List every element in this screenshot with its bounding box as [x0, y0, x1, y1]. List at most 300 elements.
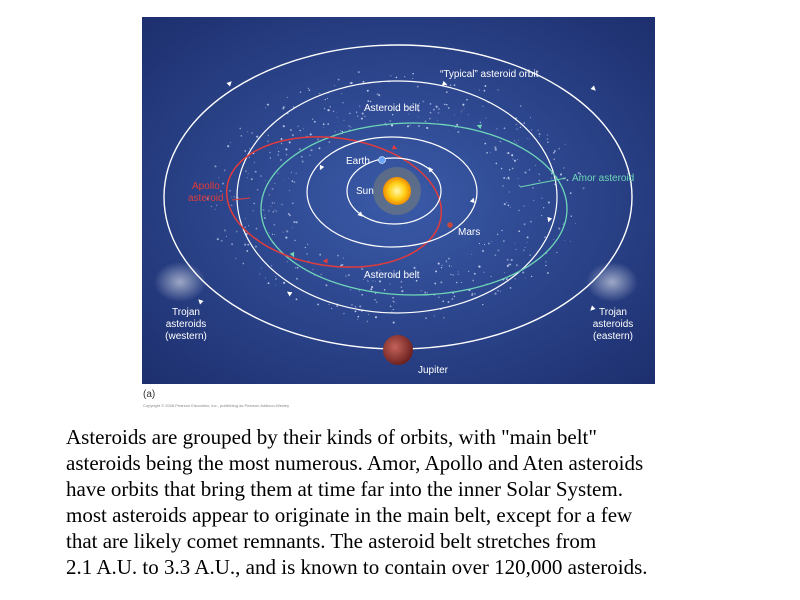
asteroid-dot	[563, 224, 564, 225]
asteroid-dot	[324, 108, 326, 110]
asteroid-dot	[448, 301, 450, 303]
asteroid-dot	[300, 91, 302, 93]
asteroid-dot	[554, 184, 555, 185]
asteroid-dot	[333, 111, 334, 112]
asteroid-dot	[519, 185, 521, 187]
asteroid-dot	[293, 181, 295, 183]
asteroid-dot	[327, 98, 328, 99]
asteroid-dot	[547, 138, 549, 140]
asteroid-dot	[554, 152, 555, 153]
asteroid-dot	[560, 173, 562, 175]
asteroid-dot	[314, 121, 316, 123]
asteroid-dot	[342, 102, 343, 103]
asteroid-dot	[245, 171, 246, 172]
asteroid-dot	[325, 99, 327, 101]
asteroid-dot	[300, 130, 301, 131]
asteroid-dot	[556, 252, 557, 253]
asteroid-dot	[278, 151, 279, 152]
asteroid-dot	[427, 292, 428, 293]
asteroid-dot	[435, 270, 437, 272]
asteroid-dot	[430, 112, 432, 114]
asteroid-dot	[524, 172, 526, 174]
asteroid-dot	[323, 127, 324, 128]
asteroid-dot	[319, 254, 321, 256]
asteroid-dot	[429, 118, 431, 120]
asteroid-dot	[378, 94, 380, 96]
asteroid-dot	[471, 254, 472, 255]
asteroid-dot	[426, 127, 428, 129]
asteroid-dot	[370, 288, 372, 290]
asteroid-dot	[440, 281, 442, 283]
asteroid-dot	[539, 174, 540, 175]
asteroid-dot	[284, 180, 285, 181]
asteroid-dot	[539, 136, 540, 137]
asteroid-dot	[529, 254, 530, 255]
asteroid-dot	[501, 230, 502, 231]
asteroid-dot	[362, 81, 364, 83]
asteroid-dot	[497, 249, 499, 251]
asteroid-dot	[348, 274, 350, 276]
asteroid-dot	[548, 201, 550, 203]
asteroid-dot	[501, 168, 503, 170]
asteroid-dot	[450, 84, 451, 85]
asteroid-dot	[251, 178, 253, 180]
asteroid-dot	[441, 267, 442, 268]
asteroid-dot	[297, 267, 299, 269]
asteroid-dot	[527, 138, 528, 139]
asteroid-dot	[254, 162, 255, 163]
asteroid-dot	[565, 144, 566, 145]
asteroid-dot	[247, 131, 248, 132]
asteroid-dot	[248, 225, 249, 226]
asteroid-dot	[494, 146, 496, 148]
asteroid-dot	[494, 254, 496, 256]
asteroid-dot	[292, 180, 294, 182]
apollo-label-line2: asteroid	[188, 193, 224, 204]
asteroid-dot	[504, 272, 505, 273]
asteroid-dot	[525, 247, 526, 248]
asteroid-dot	[456, 282, 458, 284]
asteroid-dot	[280, 159, 282, 161]
asteroid-dot	[268, 135, 270, 137]
asteroid-dot	[246, 250, 248, 252]
asteroid-dot	[296, 173, 297, 174]
caption-line: have orbits that bring them at time far into the inner Solar System.	[66, 477, 623, 501]
asteroid-dot	[293, 221, 295, 223]
asteroid-dot	[482, 250, 484, 252]
asteroid-dot	[351, 127, 352, 128]
asteroid-dot	[509, 263, 511, 265]
asteroid-dot	[479, 243, 480, 244]
asteroid-dot	[251, 132, 253, 134]
asteroid-dot	[516, 264, 518, 266]
asteroid-dot	[340, 130, 341, 131]
asteroid-dot	[570, 192, 572, 194]
asteroid-dot	[265, 180, 266, 181]
asteroid-dot	[437, 120, 438, 121]
asteroid-dot	[446, 104, 447, 105]
asteroid-dot	[256, 228, 258, 230]
mars	[447, 222, 453, 228]
asteroid-dot	[516, 124, 517, 125]
asteroid-dot	[524, 223, 526, 225]
asteroid-dot	[558, 227, 560, 229]
asteroid-dot	[394, 302, 395, 303]
asteroid-dot	[458, 274, 459, 275]
asteroid-dot	[454, 84, 456, 86]
asteroid-dot	[283, 282, 285, 284]
asteroid-dot	[343, 258, 344, 259]
asteroid-dot	[239, 128, 241, 130]
asteroid-dot	[401, 286, 402, 287]
asteroid-dot	[393, 322, 395, 324]
asteroid-dot	[529, 169, 531, 171]
asteroid-dot	[265, 107, 266, 108]
asteroid-dot	[289, 215, 291, 217]
sun-label: Sun	[356, 186, 374, 197]
asteroid-dot	[506, 178, 507, 179]
asteroid-dot	[511, 154, 513, 156]
asteroid-dot	[571, 216, 572, 217]
asteroid-dot	[443, 317, 445, 319]
asteroid-dot	[523, 249, 524, 250]
asteroid-dot	[242, 263, 244, 265]
asteroid-dot	[412, 78, 413, 79]
asteroid-dot	[285, 148, 287, 150]
asteroid-dot	[434, 283, 436, 285]
asteroid-dot	[299, 148, 301, 150]
asteroid-dot	[497, 234, 498, 235]
asteroid-dot	[535, 165, 536, 166]
caption-paragraph	[66, 424, 756, 580]
asteroid-dot	[442, 265, 443, 266]
asteroid-dot	[455, 127, 456, 128]
asteroid-dot	[541, 197, 542, 198]
asteroid-dot	[523, 205, 524, 206]
asteroid-dot	[451, 298, 453, 300]
asteroid-dot	[292, 134, 294, 136]
asteroid-dot	[248, 173, 249, 174]
asteroid-dot	[323, 123, 325, 125]
asteroid-dot	[261, 267, 262, 268]
asteroid-dot	[567, 179, 569, 181]
asteroid-dot	[500, 141, 501, 142]
asteroid-dot	[457, 131, 459, 133]
asteroid-dot	[289, 141, 291, 143]
asteroid-dot	[282, 108, 284, 110]
asteroid-dot	[236, 231, 238, 233]
asteroid-dot	[514, 278, 515, 279]
asteroid-dot	[350, 289, 352, 291]
asteroid-dot	[274, 209, 275, 210]
asteroid-dot	[296, 298, 298, 300]
asteroid-dot	[496, 128, 497, 129]
asteroid-dot	[367, 100, 369, 102]
asteroid-dot	[274, 183, 275, 184]
asteroid-dot	[272, 202, 273, 203]
asteroid-dot	[518, 230, 520, 232]
asteroid-dot	[290, 129, 292, 131]
asteroid-dot	[297, 126, 298, 127]
asteroid-dot	[464, 108, 465, 109]
asteroid-dot	[355, 310, 357, 312]
asteroid-dot	[532, 187, 533, 188]
asteroid-dot	[273, 224, 275, 226]
asteroid-dot	[442, 300, 444, 302]
asteroid-dot	[484, 90, 486, 92]
asteroid-dot	[356, 111, 357, 112]
asteroid-dot	[328, 109, 330, 111]
asteroid-dot	[364, 116, 365, 117]
asteroid-dot	[267, 141, 269, 143]
asteroid-dot	[218, 177, 219, 178]
asteroid-orbit-diagram	[142, 17, 655, 384]
asteroid-dot	[287, 261, 288, 262]
asteroid-dot	[424, 292, 426, 294]
asteroid-dot	[484, 143, 486, 145]
asteroid-dot	[275, 278, 277, 280]
asteroid-dot	[361, 118, 363, 120]
asteroid-dot	[231, 204, 233, 206]
asteroid-dot	[390, 283, 391, 284]
asteroid-dot	[306, 253, 308, 255]
asteroid-dot	[244, 227, 246, 229]
asteroid-dot	[575, 223, 576, 224]
asteroid-dot	[249, 157, 250, 158]
asteroid-dot	[371, 286, 373, 288]
asteroid-dot	[255, 171, 257, 173]
asteroid-dot	[390, 306, 392, 308]
asteroid-dot	[214, 165, 216, 167]
asteroid-dot	[296, 278, 298, 280]
asteroid-dot	[410, 125, 411, 126]
asteroid-dot	[530, 117, 531, 118]
asteroid-dot	[330, 106, 331, 107]
asteroid-dot	[274, 234, 275, 235]
asteroid-dot	[507, 259, 509, 261]
asteroid-dot	[351, 82, 353, 84]
asteroid-dot	[351, 304, 353, 306]
asteroid-dot	[357, 318, 358, 319]
asteroid-dot	[253, 203, 254, 204]
asteroid-dot	[273, 211, 274, 212]
asteroid-dot	[425, 121, 427, 123]
asteroid-dot	[366, 321, 368, 323]
asteroid-dot	[286, 154, 288, 156]
asteroid-dot	[468, 271, 469, 272]
asteroid-dot	[446, 261, 447, 262]
asteroid-dot	[274, 202, 275, 203]
asteroid-dot	[271, 265, 272, 266]
asteroid-dot	[512, 168, 514, 170]
asteroid-dot	[482, 106, 483, 107]
sun	[383, 177, 411, 205]
asteroid-dot	[368, 314, 369, 315]
asteroid-dot	[249, 148, 250, 149]
asteroid-dot	[312, 118, 313, 119]
asteroid-dot	[514, 140, 516, 142]
asteroid-dot	[296, 221, 298, 223]
asteroid-dot	[507, 152, 509, 154]
asteroid-dot	[361, 294, 363, 296]
asteroid-dot	[331, 308, 332, 309]
asteroid-dot	[301, 156, 303, 158]
asteroid-dot	[434, 315, 435, 316]
asteroid-dot	[285, 237, 287, 239]
asteroid-dot	[504, 203, 506, 205]
asteroid-dot	[504, 127, 506, 129]
trojan-western-cloud	[154, 262, 206, 302]
asteroid-dot	[570, 241, 571, 242]
asteroid-dot	[462, 110, 463, 111]
asteroid-dot	[508, 177, 510, 179]
asteroid-dot	[400, 281, 402, 283]
asteroid-dot	[357, 116, 358, 117]
trojan-western-line: (western)	[165, 331, 207, 342]
asteroid-dot	[321, 274, 322, 275]
asteroid-dot	[245, 218, 246, 219]
asteroid-dot	[256, 136, 258, 138]
asteroid-dot	[337, 255, 339, 257]
asteroid-dot	[231, 197, 232, 198]
asteroid-dot	[461, 111, 462, 112]
asteroid-dot	[338, 79, 340, 81]
asteroid-dot	[281, 143, 282, 144]
asteroid-dot	[474, 273, 476, 275]
asteroid-dot	[554, 159, 555, 160]
asteroid-dot	[286, 230, 288, 232]
asteroid-dot	[268, 104, 269, 105]
jupiter	[383, 335, 413, 365]
asteroid-dot	[263, 209, 265, 211]
asteroid-dot	[278, 173, 279, 174]
asteroid-dot	[226, 236, 227, 237]
asteroid-dot	[359, 106, 360, 107]
asteroid-dot	[507, 266, 508, 267]
asteroid-dot	[289, 190, 290, 191]
asteroid-dot	[305, 247, 306, 248]
asteroid-dot	[412, 73, 414, 75]
jupiter-label: Jupiter	[418, 365, 449, 376]
asteroid-dot	[522, 272, 524, 274]
asteroid-dot	[516, 249, 517, 250]
asteroid-dot	[268, 282, 270, 284]
asteroid-dot	[401, 290, 403, 292]
asteroid-dot	[466, 99, 468, 101]
trojan-eastern-line: (eastern)	[592, 331, 634, 342]
asteroid-dot	[211, 206, 212, 207]
asteroid-dot	[544, 236, 546, 238]
asteroid-dot	[265, 278, 266, 279]
asteroid-dot	[425, 317, 427, 319]
asteroid-dot	[345, 275, 346, 276]
asteroid-dot	[270, 157, 271, 158]
trojan-eastern-line: asteroids	[592, 319, 634, 330]
asteroid-dot	[222, 183, 224, 185]
asteroid-dot	[337, 117, 338, 118]
asteroid-dot	[216, 205, 217, 206]
asteroid-dot	[520, 105, 522, 107]
asteroid-dot	[342, 131, 344, 133]
asteroid-dot	[480, 122, 481, 123]
asteroid-dot	[308, 88, 309, 89]
amor-label: Amor asteroid	[572, 173, 635, 184]
asteroid-dot	[529, 138, 530, 139]
asteroid-dot	[510, 207, 511, 208]
asteroid-dot	[468, 114, 469, 115]
asteroid-dot	[259, 273, 260, 274]
asteroid-dot	[390, 75, 392, 77]
asteroid-dot	[418, 117, 419, 118]
asteroid-dot	[247, 177, 248, 178]
asteroid-dot	[503, 177, 505, 179]
asteroid-dot	[357, 316, 359, 318]
earth	[379, 157, 386, 164]
asteroid-dot	[436, 106, 438, 108]
asteroid-dot	[512, 158, 513, 159]
asteroid-dot	[444, 104, 446, 106]
asteroid-dot	[448, 258, 450, 260]
asteroid-dot	[456, 124, 458, 126]
asteroid-dot	[317, 303, 319, 305]
asteroid-dot	[510, 287, 512, 289]
asteroid-dot	[527, 236, 529, 238]
asteroid-dot	[227, 145, 229, 147]
asteroid-dot	[384, 289, 386, 291]
asteroid-dot	[328, 304, 329, 305]
asteroid-dot	[485, 86, 486, 87]
asteroid-dot	[479, 89, 480, 90]
asteroid-dot	[295, 267, 297, 269]
asteroid-dot	[292, 202, 294, 204]
asteroid-dot	[490, 276, 491, 277]
asteroid-dot	[438, 112, 440, 114]
asteroid-dot	[417, 86, 419, 88]
asteroid-dot	[407, 125, 409, 127]
asteroid-dot	[392, 114, 393, 115]
asteroid-dot	[343, 313, 344, 314]
asteroid-dot	[224, 229, 226, 231]
asteroid-dot	[404, 76, 405, 77]
asteroid-dot	[518, 178, 519, 179]
asteroid-dot	[500, 291, 501, 292]
asteroid-dot	[563, 167, 564, 168]
asteroid-dot	[391, 124, 393, 126]
asteroid-dot	[327, 123, 329, 125]
asteroid-dot	[547, 134, 549, 136]
asteroid-dot	[413, 267, 415, 269]
asteroid-dot	[376, 301, 378, 303]
asteroid-dot	[344, 120, 345, 121]
asteroid-dot	[527, 242, 528, 243]
asteroid-dot	[294, 240, 295, 241]
asteroid-dot	[215, 209, 216, 210]
asteroid-dot	[538, 180, 540, 182]
asteroid-dot	[446, 91, 448, 93]
trojan-western-line: asteroids	[165, 319, 207, 330]
asteroid-dot	[483, 272, 484, 273]
asteroid-dot	[547, 272, 549, 274]
asteroid-dot	[491, 241, 492, 242]
asteroid-dot	[377, 93, 379, 95]
asteroid-dot	[253, 210, 254, 211]
asteroid-dot	[231, 243, 233, 245]
asteroid-dot	[545, 265, 546, 266]
asteroid-dot	[495, 149, 497, 151]
asteroid-dot	[309, 89, 310, 90]
asteroid-dot	[244, 244, 246, 246]
asteroid-dot	[310, 133, 312, 135]
